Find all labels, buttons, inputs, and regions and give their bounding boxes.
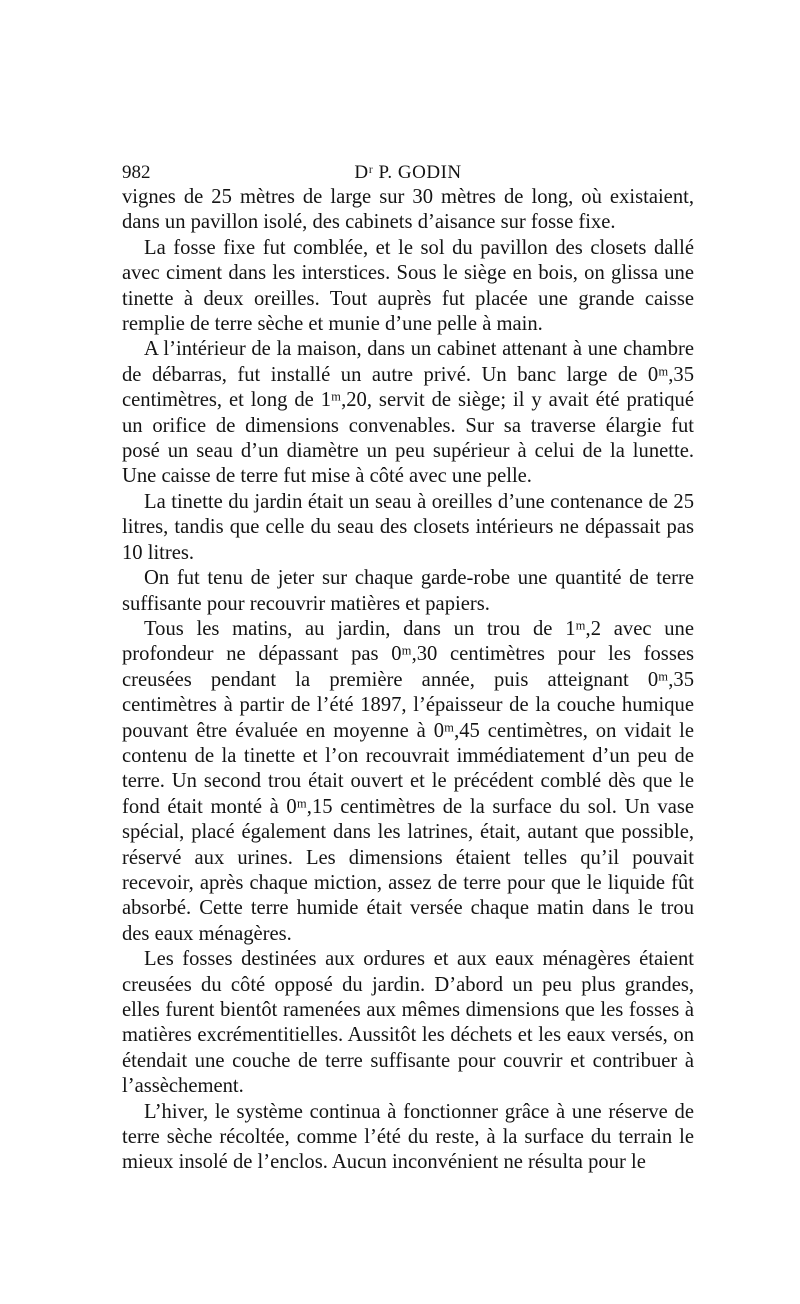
paragraph-fosse-fixe: La fosse fixe fut comblée, et le sol du pavillon des closets dallé avec ciment dans les interstices. Sous le siège en bois, on glissa une tinette à deux oreilles. Tout auprès fut placée une grande caisse remplie de terre sèche et munie d’une pelle à main. [122,236,694,336]
page-header [122,161,694,185]
paragraph-hiver: L’hiver, le système continua à fonctionner grâce à une réserve de terre sèche récoltée, comme l’été du reste, à la surface du terrain le mieux insolé de l’enclos. Aucun inconvénient ne résulta pour le [122,1100,694,1174]
body-text [122,185,694,1176]
paragraph-matins-jardin: Tous les matins, au jardin, dans un trou de 1ᵐ,2 avec une profondeur ne dépassant pas 0ᵐ,30 centimètres pour les fosses creusées pendant la première année, puis atteignant 0ᵐ,35 centimètres à partir de l’été 1897, l’épaisseur de la couche humique pouvant être évaluée en moyenne à 0ᵐ,45 centimètres, on vidait le contenu de la tinette et l’on recouvrait immédiatement d’un peu de terre. Un second trou était ouvert et le précédent comblé dès que le fond était monté à 0ᵐ,15 centimètres de la surface du sol. Un vase spécial, placé également dans les latrines, était, autant que possible, réservé aux urines. Les dimensions étaient telles qu’il pouvait recevoir, après chaque miction, assez de terre pour que le liquide fût absorbé. Cette terre humide était versée chaque matin dans le trou des eaux ménagères. [122,617,694,945]
running-head: Dʳ P. GODIN [354,162,462,183]
paragraph-tinette-jardin: La tinette du jardin était un seau à oreilles d’une contenance de 25 litres, tandis que celle du seau des closets intérieurs ne dépassait pas 10 litres. [122,490,694,564]
paragraph-continuation: vignes de 25 mètres de large sur 30 mètres de long, où existaient, dans un pavillon isolé, des cabinets d’aisance sur fosse fixe. [122,186,694,234]
paragraph-fosses-ordures: Les fosses destinées aux ordures et aux eaux ménagères étaient creusées du côté opposé du jardin. D’abord un peu plus grandes, elles furent bientôt ramenées aux mêmes dimensions que les fosses à matières excrémentitielles. Aussitôt les déchets et les eaux versés, on étendait une couche de terre suffisante pour couvrir et contribuer à l’assèchement. [122,948,694,1098]
page-number: 982 [122,162,151,183]
paragraph-interieur-maison: A l’intérieur de la maison, dans un cabinet attenant à une chambre de débarras, fut installé un autre privé. Un banc large de 0ᵐ,35 centimètres, et long de 1ᵐ,20, servit de siège; il y avait été pratiqué un orifice de dimensions convenables. Sur sa traverse élargie fut posé un seau d’un diamètre un peu supérieur à celui de la lunette. Une caisse de terre fut mise à côté avec une pelle. [122,338,694,488]
paragraph-garde-robe: On fut tenu de jeter sur chaque garde-robe une quantité de terre suffisante pour recouvrir matières et papiers. [122,567,694,615]
